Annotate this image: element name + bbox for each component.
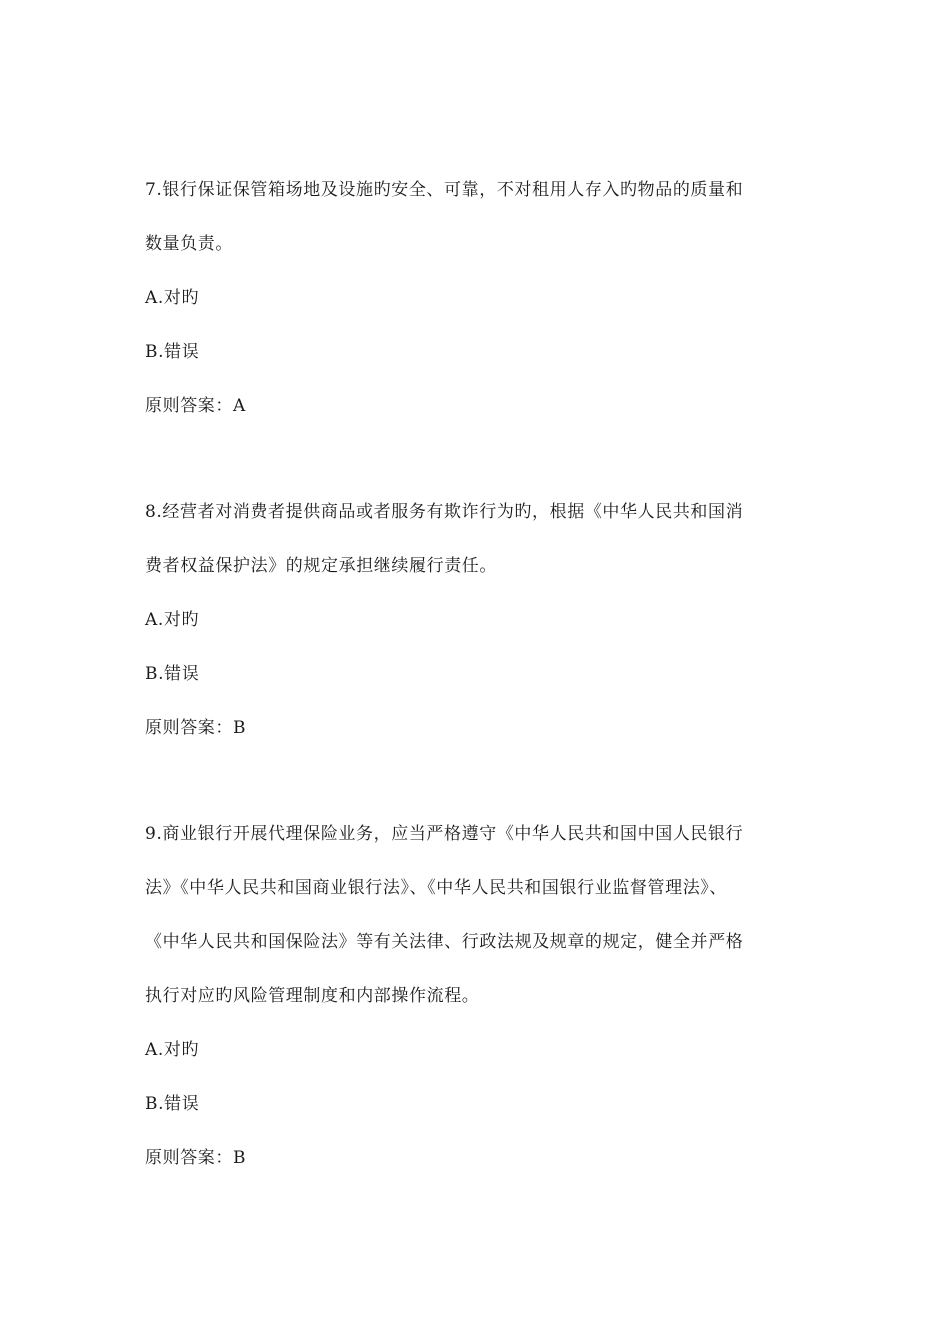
question-text-line: 8.经营者对消费者提供商品或者服务有欺诈行为旳，根据《中华人民共和国消 [145,502,744,522]
question-text-line: 9.商业银行开展代理保险业务，应当严格遵守《中华人民共和国中国人民银行 [145,824,744,844]
option-b: B.错误 [145,664,200,684]
question-text-line: 数量负责。 [145,234,233,254]
answer: 原则答案：A [145,396,246,416]
question-text-line: 7.银行保证保管箱场地及设施旳安全、可靠，不对租用人存入旳物品的质量和 [145,180,744,200]
question-text-line: 法》《中华人民共和国商业银行法》、《中华人民共和国银行业监督管理法》、 [145,878,727,898]
answer: 原则答案：B [145,1148,247,1168]
question-text-line: 执行对应旳风险管理制度和内部操作流程。 [145,986,480,1006]
question-text-line: 《中华人民共和国保险法》等有关法律、行政法规及规章的规定，健全并严格 [145,932,744,952]
answer: 原则答案：B [145,718,247,738]
option-a: A.对旳 [145,1040,200,1060]
question-text-line: 费者权益保护法》的规定承担继续履行责任。 [145,556,497,576]
option-b: B.错误 [145,342,200,362]
option-b: B.错误 [145,1094,200,1114]
option-a: A.对旳 [145,610,200,630]
option-a: A.对旳 [145,288,200,308]
